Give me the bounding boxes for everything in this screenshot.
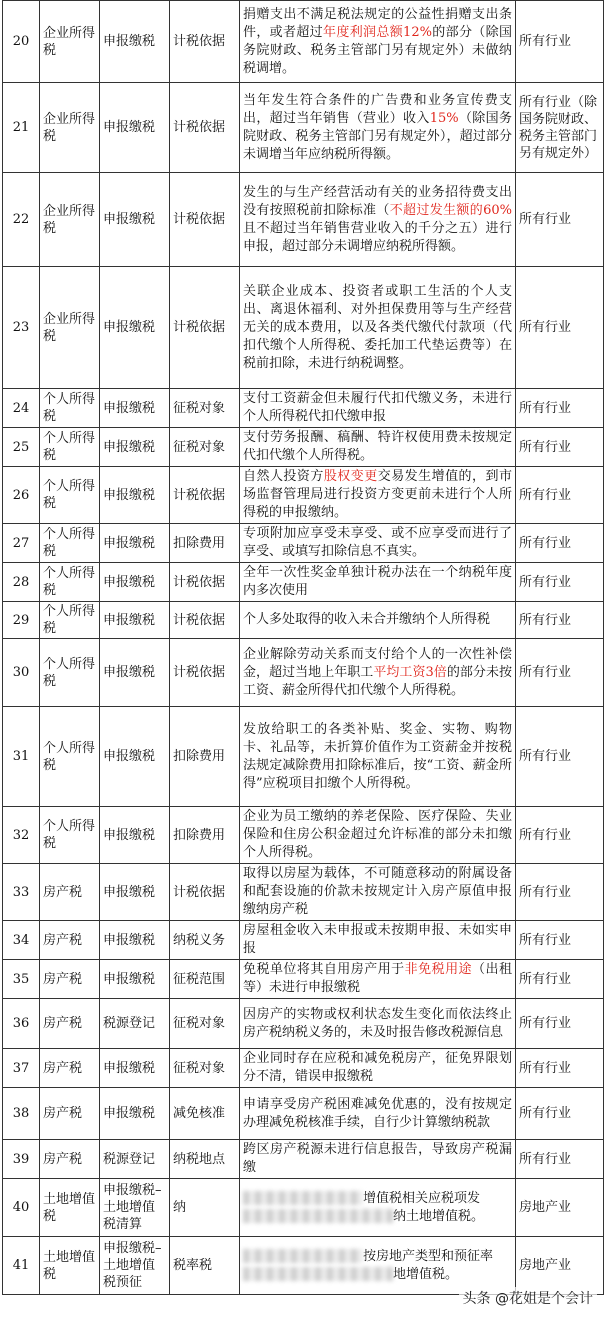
risk-category-cell: 纳 [170,1179,240,1237]
row-number: 21 [3,83,40,173]
stage-cell: 税源登记 [100,999,170,1049]
risk-category-cell: 计税依据 [170,467,240,524]
risk-category-cell: 计税依据 [170,173,240,267]
stage-cell: 申报缴税 [100,563,170,602]
risk-description-cell [240,524,516,563]
row-number: 37 [3,1049,40,1088]
risk-description-cell [240,1049,516,1088]
stage-cell: 申报缴税 [100,807,170,864]
stage-cell: 申报缴税 [100,467,170,524]
industry-cell: 所有行业 [516,999,604,1049]
stage-cell: 申报缴税 [100,267,170,389]
industry-cell: 所有行业 [516,389,604,428]
risk-description-cell [240,707,516,807]
table-row [3,864,604,921]
table-row [3,83,604,173]
tax-type-cell: 个人所得税 [40,428,100,467]
stage-cell: 申报缴税–土地增值税预征 [100,1237,170,1295]
table-row [3,467,604,524]
row-number: 22 [3,173,40,267]
redacted-text [243,1249,363,1263]
table-row [3,563,604,602]
row-number: 33 [3,864,40,921]
industry-cell: 所有行业 [516,960,604,999]
description-text: 纳土地增值税。 [393,1208,485,1224]
description-text: 支付劳务报酬、稿酬、特许权使用费未按规定代扣代缴个人所得税。 [243,430,512,463]
industry-cell: 所有行业 [516,807,604,864]
industry-cell: 所有行业 [516,428,604,467]
highlight-text: 平均工资3倍 [373,664,447,680]
table-row [3,1179,604,1237]
table-row [3,639,604,707]
industry-cell: 所有行业 [516,921,604,960]
risk-description-cell [240,1140,516,1179]
row-number: 25 [3,428,40,467]
description-text: 房屋租金收入未申报或未按期申报、未如实申报 [243,923,512,956]
highlight-text: 不超过发生额的60% [389,202,512,218]
tax-type-cell: 房产税 [40,960,100,999]
table-row [3,999,604,1049]
stage-cell: 申报缴税 [100,960,170,999]
stage-cell: 税源登记 [100,1140,170,1179]
risk-description-cell [240,1088,516,1140]
risk-category-cell: 计税依据 [170,639,240,707]
tax-type-cell: 企业所得税 [40,83,100,173]
row-number: 28 [3,563,40,602]
stage-cell: 申报缴税 [100,707,170,807]
table-row [3,921,604,960]
description-text: 地增值税。 [393,1266,459,1282]
industry-cell: 所有行业 [516,173,604,267]
description-text: 的部分未按工资、薪金所得代扣代缴个人所得税。 [243,664,512,698]
industry-cell: 所有行业 [516,563,604,602]
description-text: 关联企业成本、投资者或职工生活的个人支出、离退休福利、对外担保费用等与生产经营无关的成本费用，以及各类代缴代付款项（代扣代缴个人所得税、委托加工代垫运费等）在税前扣除，未进行纳税调整。 [243,283,512,371]
highlight-text: 股权变更 [323,469,378,484]
description-text: 增值税相关应税项 [363,1190,468,1206]
industry-cell: 房地产业 [516,1237,604,1295]
description-text: 且不超过当年销售营业收入的千分之五）进行申报，超过部分未调增应纳税所得额。 [243,220,512,254]
description-text: 企业同时存在应税和减免税房产，征免界限划分不清，错误申报缴税 [243,1051,512,1084]
stage-cell: 申报缴税 [100,1088,170,1140]
industry-cell: 所有行业 [516,1049,604,1088]
description-text: 捐赠支出不满足税法规定的公益性捐赠支出条件，或者超过 [243,6,512,40]
risk-category-cell: 征税对象 [170,1049,240,1088]
risk-description-cell [240,807,516,864]
risk-description-cell [240,428,516,467]
tax-type-cell: 土地增值税 [40,1237,100,1295]
description-text: 自然人投资方 [243,469,324,484]
table-row [3,602,604,639]
risk-description-cell [240,960,516,999]
stage-cell: 申报缴税 [100,428,170,467]
table-row [3,807,604,864]
industry-cell: 所有行业 [516,1,604,83]
table-row [3,428,604,467]
risk-description-cell [240,921,516,960]
description-text: 个人多处取得的收入未合并缴纳个人所得税 [243,612,491,627]
tax-risk-table [2,0,604,1295]
risk-category-cell: 纳税义务 [170,921,240,960]
description-text: 交易发生增值的，到市场监督管理局进行投资方变更前未进行个人所得税的申报缴纳。 [243,469,512,520]
row-number: 20 [3,1,40,83]
industry-cell: 所有行业 [516,467,604,524]
tax-type-cell: 个人所得税 [40,389,100,428]
row-number: 36 [3,999,40,1049]
description-text: 的部分（除国务院财政、税务主管部门另有规定外）未做纳税调增。 [243,24,512,76]
description-text: 申请享受房产税困难减免优惠的，没有按规定办理减免税核准手续，自行少计算缴纳税款 [243,1096,512,1130]
author-watermark: 头条 @花姐是个会计 [459,1287,597,1309]
stage-cell: 申报缴税 [100,639,170,707]
description-text: 全年一次性奖金单独计税办法在一个纳税年度内多次使用 [243,565,512,598]
row-number: 29 [3,602,40,639]
tax-type-cell: 房产税 [40,921,100,960]
row-number: 26 [3,467,40,524]
industry-cell: 所有行业（除国务院财政、税务主管部门另有规定外） [516,83,604,173]
risk-category-cell: 计税依据 [170,563,240,602]
description-text: 企业为员工缴纳的养老保险、医疗保险、失业保险和住房公积金超过允许标准的部分未扣缴个人所得税。 [243,809,512,860]
redacted-text [243,1191,363,1205]
description-text: 发放给职工的各类补贴、奖金、实物、购物卡、礼品等，未折算价值作为工资薪金并按税法规定减除费用扣除标准后，按“工资、薪金所得”应税项目扣缴个人所得税。 [243,721,512,791]
risk-description-cell [240,1237,516,1295]
table-row [3,1140,604,1179]
table-row [3,960,604,999]
risk-category-cell: 征税对象 [170,389,240,428]
risk-description-cell [240,999,516,1049]
table-row [3,1088,604,1140]
risk-category-cell: 税率税 [170,1237,240,1295]
description-text: 按房地产类型和预征率 [363,1248,494,1264]
tax-type-cell: 企业所得税 [40,1,100,83]
table-row [3,267,604,389]
risk-description-cell [240,639,516,707]
stage-cell: 申报缴税–土地增值税清算 [100,1179,170,1237]
description-text: 发生的与生产经营活动有关的业务招待费支出没有按照税前扣除标准（ [243,184,512,218]
highlight-text: 15% [429,110,459,126]
risk-category-cell: 征税范围 [170,960,240,999]
industry-cell: 所有行业 [516,707,604,807]
risk-description-cell [240,864,516,921]
risk-category-cell: 减免核准 [170,1088,240,1140]
risk-description-cell [240,389,516,428]
row-number: 23 [3,267,40,389]
table-row [3,389,604,428]
risk-category-cell: 征税对象 [170,428,240,467]
stage-cell: 申报缴税 [100,389,170,428]
stage-cell: 申报缴税 [100,83,170,173]
tax-type-cell: 土地增值税 [40,1179,100,1237]
stage-cell: 申报缴税 [100,921,170,960]
description-text: 因房产的实物或权利状态发生变化而依法终止房产税纳税义务的，未及时报告修改税源信息 [243,1006,512,1040]
row-number: 31 [3,707,40,807]
table-row [3,1,604,83]
risk-category-cell: 扣除费用 [170,524,240,563]
industry-cell: 所有行业 [516,639,604,707]
row-number: 34 [3,921,40,960]
risk-category-cell: 计税依据 [170,864,240,921]
risk-category-cell: 扣除费用 [170,707,240,807]
risk-description-cell [240,563,516,602]
risk-category-cell: 计税依据 [170,602,240,639]
risk-description-cell [240,267,516,389]
risk-description-cell [240,83,516,173]
risk-category-cell: 计税依据 [170,267,240,389]
stage-cell: 申报缴税 [100,173,170,267]
industry-cell: 房地产业 [516,1179,604,1237]
table-row [3,1237,604,1295]
stage-cell: 申报缴税 [100,1,170,83]
description-text: 专项附加应享受未享受、或不应享受而进行了享受、或填写扣除信息不真实。 [243,526,512,559]
tax-type-cell: 个人所得税 [40,602,100,639]
row-number: 32 [3,807,40,864]
row-number: 35 [3,960,40,999]
table-row [3,173,604,267]
description-text: 支付工资薪金但未履行代扣代缴义务，未进行个人所得税代扣代缴申报 [243,391,512,424]
stage-cell: 申报缴税 [100,524,170,563]
risk-description-cell [240,467,516,524]
description-text: 取得以房屋为载体，不可随意移动的附属设备和配套设施的价款未按规定计入房产原值申报缴纳房产税 [243,866,512,917]
tax-type-cell: 企业所得税 [40,267,100,389]
description-text: 发 [467,1190,481,1206]
industry-cell: 所有行业 [516,1140,604,1179]
description-text: 免税单位将其自用房产用于 [243,962,405,977]
table-row [3,524,604,563]
row-number: 24 [3,389,40,428]
tax-type-cell: 企业所得税 [40,173,100,267]
tax-type-cell: 个人所得税 [40,807,100,864]
risk-category-cell: 计税依据 [170,83,240,173]
risk-description-cell [240,173,516,267]
stage-cell: 申报缴税 [100,602,170,639]
industry-cell: 所有行业 [516,267,604,389]
row-number: 38 [3,1088,40,1140]
tax-type-cell: 个人所得税 [40,563,100,602]
risk-description-cell [240,1,516,83]
industry-cell: 所有行业 [516,1088,604,1140]
risk-category-cell: 扣除费用 [170,807,240,864]
tax-type-cell: 个人所得税 [40,707,100,807]
table-row [3,1049,604,1088]
stage-cell: 申报缴税 [100,1049,170,1088]
row-number: 40 [3,1179,40,1237]
risk-description-cell [240,602,516,639]
tax-type-cell: 房产税 [40,1140,100,1179]
description-text: 跨区房产税源未进行信息报告，导致房产税漏缴 [243,1142,512,1175]
row-number: 30 [3,639,40,707]
highlight-text: 年度利润总额12% [323,24,432,40]
redacted-text [243,1209,393,1223]
risk-category-cell: 纳税地点 [170,1140,240,1179]
stage-cell: 申报缴税 [100,864,170,921]
row-number: 41 [3,1237,40,1295]
risk-category-cell: 计税依据 [170,1,240,83]
tax-type-cell: 房产税 [40,864,100,921]
tax-type-cell: 个人所得税 [40,467,100,524]
description-text: （出租等）未进行申报缴税 [243,962,512,995]
table-row [3,707,604,807]
industry-cell: 所有行业 [516,864,604,921]
row-number: 39 [3,1140,40,1179]
description-text: （除国务院财政、税务主管部门另有规定外），超过部分未调增当年应纳税所得额。 [243,110,512,162]
tax-type-cell: 个人所得税 [40,524,100,563]
tax-type-cell: 房产税 [40,999,100,1049]
tax-type-cell: 房产税 [40,1049,100,1088]
description-text: 当年发生符合条件的广告费和业务宣传费支出，超过当年销售（营业）收入 [243,92,512,126]
redacted-text [243,1267,393,1281]
risk-category-cell: 征税对象 [170,999,240,1049]
highlight-text: 非免税用途 [404,962,473,977]
industry-cell: 所有行业 [516,602,604,639]
row-number: 27 [3,524,40,563]
industry-cell: 所有行业 [516,524,604,563]
tax-type-cell: 房产税 [40,1088,100,1140]
risk-description-cell [240,1179,516,1237]
tax-type-cell: 个人所得税 [40,639,100,707]
description-text: 企业解除劳动关系而支付给个人的一次性补偿金，超过当地上年职工 [243,646,512,680]
